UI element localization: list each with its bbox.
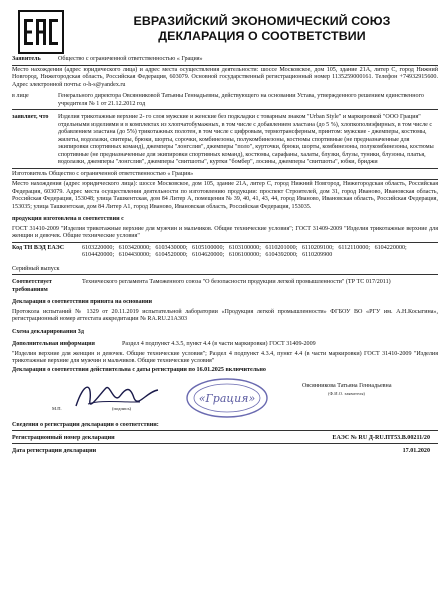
applicant-label: Заявитель — [12, 56, 41, 62]
divider — [12, 168, 438, 169]
applicant-row — [12, 56, 438, 64]
registration-date-label: Дата регистрации декларации — [12, 448, 97, 454]
registration-number-value: ЕАЭС № RU Д-RU.ПТ53.В.00211/20 — [332, 435, 430, 441]
manufacturer-address: Место нахождения (адрес юридического лица): шоссе Московское, дом 105, здание 21А, литер С, город Нижний Новгород, Нижегородская область, Российская Федерация, 603079. Адрес места осуществления деятельности по изготовлению продукции: проспект Строителей, дом 31, город Иваново, Ивановская область, Российская Федерация, 153048; улица Ташкентская, дом 84 Литер А, помещения № 39, 40, 41, 43, 44, город Иваново, Ивановская область, Российская Федерация, 153035; улица Ташкентская, дом 84 Литер А1, город Иваново, Ивановская область, Российская Федерация, 153035. — [12, 181, 438, 210]
production-standards: ГОСТ 31410-2009 "Изделия трикотажные верхние для мужчин и мальчиков. Общие технические условия"; ГОСТ 31409-2009 "Изделия трикотажные верхние для женщин и девочек. Общие технические условия" — [12, 225, 438, 239]
serial-release: Серийный выпуск — [12, 265, 60, 272]
org-name: ЕВРАЗИЙСКИЙ ЭКОНОМИЧЕСКИЙ СОЮЗ — [133, 14, 391, 28]
additional-value: Раздел 4 подпункт 4.3.5, пункт 4.4 (в части маркировки) ГОСТ 31409-2009 — [122, 341, 316, 347]
divider — [12, 109, 438, 110]
validity: Декларация о соответствии действительна с даты регистрации по 16.01.2025 включительно — [12, 366, 266, 373]
eac-logo-icon — [18, 10, 64, 54]
mp-label: М.П. — [52, 406, 62, 411]
additional-text: "Изделия верхние для женщин и девочек. Общие технические условия"; Раздел 4 подпункт 4.3.4, пункт 4.4 (в части маркировки) ГОСТ 31410-2009 "Изделия трикотажные верхние для мужчин и мальчиков. Общие технические условия" — [12, 350, 438, 364]
signature-block — [12, 376, 438, 418]
basis-heading: Декларация о соответствии принята на основании — [12, 299, 153, 305]
svg-text:«Грация»: «Грация» — [198, 392, 256, 405]
tn-ved-codes: 6103220000; 6103420000; 6103430000; 6105100000; 6103100000; 6110201000; 6110209100; 6112110000; 6104220000; 6104420000; 6104430000; 6104520000; 6104620000; 6106100000; 6104392000; 6110209900 — [82, 244, 407, 258]
registration-date-value: 17.01.2020 — [402, 448, 430, 454]
product-description: Изделия трикотажные верхние 2- го слоя мужские и женские без подкладки с товарным знаком "Urban Style" и маркировкой "ООО Грация" отдельными изделиями и в комплектах из хлопчатобумажных, в том числе с добавлением эластана (до 5 %), хлопкополиэфирных, в том числе с добавлением эластана (до 5%) трикотажных полотен, в том числе с цифровым, термотрансферным, принтом: мужские - джемперы, костюмы, жилеты, водолазки, свитеры, брюки, шорты, сорочки, комбинезоны, полукомбинезоны, костюмы спортивные (не предназначенные для экипировки спортивных команд), джемперы "лонгслив", джемперы "поло", курточки, брюки, шорты, комбинезоны, полукомбинезоны, костюмы спортивные (не предназначенные для экипировки спортивных команд), костюмы, сарафаны, халаты, блузки, блузы, туники, блузоны, платья, водолазки, джемперы "лонгслив", джемперы "свитшоты", куртки "бомбер", лосины, джемперы "свитшоты", юбки, бриджи — [58, 114, 434, 165]
conformity-value: Технического регламента Таможенного союза "О безопасности продукции легкой промышленности" (ТР ТС 017/2011) — [82, 279, 391, 285]
represented-value: Генерального директора Овсянниковой Татьяны Геннадьевны, действующего на основании Устава, утвержденного решением единственного учредителя № 1 от 21.12.2012 год — [58, 93, 424, 107]
conformity-row — [12, 279, 438, 294]
tn-ved-row — [12, 245, 438, 260]
divider — [12, 179, 438, 180]
declares-row — [12, 114, 438, 167]
tn-ved-label: Код ТН ВЭД ЕАЭС — [12, 244, 65, 251]
production-heading: продукция изготовлена в соответствии с — [12, 216, 124, 222]
declares-label: заявляет, что — [12, 114, 49, 120]
additional-row — [12, 341, 438, 349]
registration-info-label: Сведения о регистрации декларации о соответствии: — [12, 422, 159, 428]
conformity-label: Соответствует требованиям — [12, 279, 52, 293]
org-title — [72, 14, 448, 44]
applicant-value: Общество с ограниченной ответственностью « Грация» — [58, 56, 203, 62]
sign-caption: (подпись) — [112, 406, 132, 411]
additional-label: Дополнительная информация — [12, 341, 95, 347]
registration-number-label: Регистрационный номер декларации — [12, 435, 115, 441]
document-title: ДЕКЛАРАЦИЯ О СООТВЕТСТВИИ — [158, 29, 366, 43]
divider — [12, 65, 438, 66]
basis-text: Протокола испытаний № 1329 от 20.11.2019 испытательной лаборатории «Продукция легкой промышленности» ФГБОУ ВО «РГУ им. А.Н.Косыгина», регистрационный номер аттестата аккредитации № RA.RU.21A303 — [12, 308, 438, 322]
divider — [12, 242, 438, 243]
stamp-icon — [184, 376, 270, 420]
applicant-address: Место нахождения (адрес юридического лица) и адрес места осуществления деятельности: шоссе Московское, дом 105, здание 21А, литер С, город Нижний Новгород, Нижегородская область, Российская Федерация, 603079. Основной государственный регистрационный номер 1135259000161. Телефон +74932915600. Адрес электронной почты: o-h-s@yandex.ru — [12, 66, 438, 88]
signature-icon — [70, 376, 166, 418]
manufacturer: Изготовитель Общество с ограниченной ответственностью « Грация» — [12, 170, 194, 177]
scheme-label: Схема декларирования 3д — [12, 328, 84, 335]
signer-name: Овсянникова Татьяна Геннадьевна — [302, 383, 392, 389]
represented-label: в лице — [12, 93, 29, 99]
registration-date-row — [12, 447, 438, 455]
divider — [12, 443, 438, 444]
signer-caption: (Ф.И.О. заявителя) — [328, 391, 365, 396]
registration-info-row — [12, 421, 438, 429]
divider — [12, 274, 438, 275]
divider — [12, 430, 438, 431]
registration-number-row — [12, 434, 438, 442]
represented-row — [12, 93, 438, 108]
document-header — [12, 8, 438, 54]
